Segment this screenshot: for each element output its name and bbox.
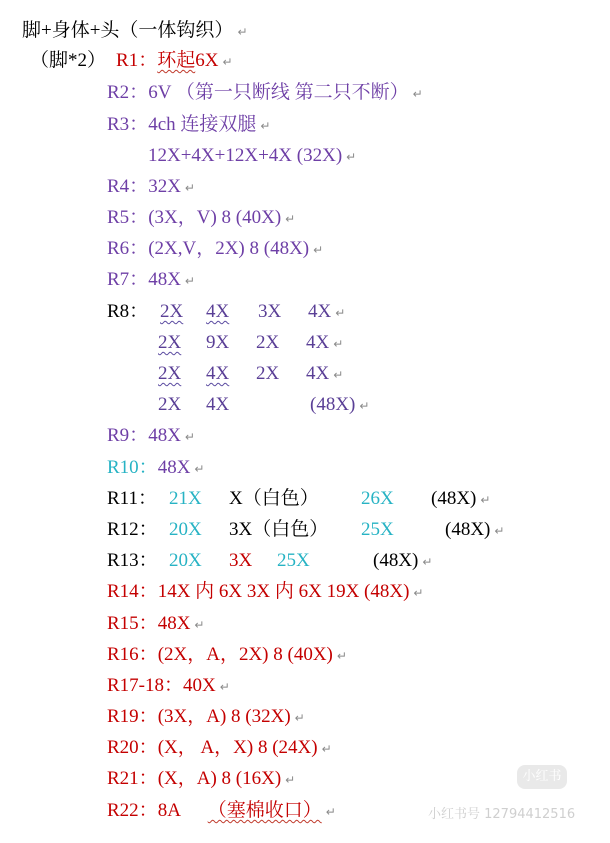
row-r4 (107, 176, 195, 199)
row-text: 2X (158, 363, 182, 384)
row-r14 (107, 581, 423, 604)
row-text: 48X (148, 425, 181, 446)
row-text: 2X (256, 332, 280, 353)
row-label: R10： (107, 457, 158, 478)
row-text: 21X (169, 488, 202, 509)
row-text: 4X (206, 301, 230, 322)
row-text: X（白色） (229, 488, 319, 509)
row-label: R1： (116, 50, 158, 71)
row-text: 4X (206, 394, 230, 415)
row-r8 (107, 301, 148, 323)
row-text: (2X，A，2X) 8 (40X) (157, 644, 333, 665)
row-text: 4X (306, 332, 330, 353)
row-r6 (107, 238, 323, 261)
row-label: R8： (107, 301, 149, 322)
row-text: 2X (160, 301, 184, 322)
return-mark-icon: ↵ (194, 617, 205, 632)
return-mark-icon: ↵ (335, 305, 346, 320)
row-text: 3X (258, 301, 282, 322)
watermark-id: 小红书号 12794412516 (428, 807, 576, 822)
watermark-logo: 小红书 (517, 765, 567, 789)
row-text: (48X) (310, 394, 356, 415)
title-line (22, 20, 248, 43)
row-r3-continued (148, 145, 356, 168)
row-r17-18 (107, 675, 230, 698)
row-label: R20： (107, 737, 158, 758)
row-text: 25X (361, 519, 394, 540)
row-label: R9： (107, 425, 149, 446)
row-text: (48X) (373, 550, 419, 571)
return-mark-icon: ↵ (333, 367, 344, 382)
row-text: 4X (306, 363, 330, 384)
return-mark-icon: ↵ (412, 86, 423, 101)
row-label: R6： (107, 238, 149, 259)
row-text: (X，A) 8 (16X) (157, 768, 282, 789)
row-label: R15： (107, 613, 158, 634)
return-mark-icon: ↵ (184, 273, 195, 288)
row-label: R5： (107, 207, 149, 228)
return-mark-icon: ↵ (346, 149, 357, 164)
row-text: 14X 内 6X 3X 内 6X 19X (48X) (157, 581, 410, 602)
row-text: 12X+4X+12X+4X (32X) (148, 145, 343, 166)
row-label: R19： (107, 706, 158, 727)
row-text: 20X (169, 550, 202, 571)
row-text: (2X,V，2X) 8 (48X) (148, 238, 310, 259)
row-label: R21： (107, 768, 158, 789)
row-text: 48X (157, 457, 191, 478)
page-title: 脚+身体+头（一体钩织） (22, 20, 234, 41)
row-r5 (107, 207, 295, 230)
row-text: 6V （第一只断线 第二只不断） (148, 82, 409, 103)
row-text: （塞棉收口） (207, 800, 322, 821)
row-text: 6X (195, 50, 219, 71)
return-mark-icon: ↵ (285, 211, 296, 226)
row-label: R14： (107, 581, 158, 602)
row-r3 (107, 114, 270, 137)
return-mark-icon: ↵ (194, 461, 205, 476)
return-mark-icon: ↵ (184, 180, 195, 195)
row-text: 32X (148, 176, 181, 197)
row-text: 26X (361, 488, 394, 509)
row-text: 48X (148, 269, 181, 290)
row-r9 (107, 425, 195, 448)
row-r21 (107, 768, 295, 791)
return-mark-icon: ↵ (313, 242, 324, 257)
row-text: 25X (277, 550, 310, 571)
row-text: (3X，A) 8 (32X) (157, 706, 291, 727)
row-r8-1 (160, 301, 345, 324)
row-text: 8A (157, 800, 181, 821)
return-mark-icon: ↵ (359, 398, 370, 413)
row-r2 (107, 82, 423, 105)
row-r13 (107, 550, 432, 573)
row-text: 9X (206, 332, 230, 353)
row-r8-3 (158, 363, 343, 386)
row-text: 2X (158, 394, 182, 415)
return-mark-icon: ↵ (321, 741, 332, 756)
row-label: R7： (107, 269, 149, 290)
return-mark-icon: ↵ (294, 710, 305, 725)
return-mark-icon: ↵ (480, 492, 491, 507)
return-mark-icon: ↵ (494, 523, 505, 538)
row-text: 4X (206, 363, 230, 384)
row-r7 (107, 269, 195, 292)
return-mark-icon: ↵ (219, 679, 230, 694)
row-label: R4： (107, 176, 149, 197)
return-mark-icon: ↵ (222, 54, 233, 69)
row-text: (3X，V) 8 (40X) (148, 207, 282, 228)
row-label: R22： (107, 800, 158, 821)
return-mark-icon: ↵ (325, 804, 336, 819)
row-text: 48X (157, 613, 191, 634)
row-r11 (107, 488, 490, 511)
row-text: 4ch 连接双腿 (148, 114, 257, 135)
row-text: 4X (308, 301, 332, 322)
row-label: R12： (107, 519, 158, 540)
row-r22 (107, 800, 336, 823)
row-text: 2X (256, 363, 280, 384)
row-text: (48X) (431, 488, 477, 509)
return-mark-icon: ↵ (333, 336, 344, 351)
row-r10 (107, 457, 204, 480)
row-text: 40X (183, 675, 216, 696)
return-mark-icon: ↵ (336, 648, 347, 663)
row-r1 (30, 50, 233, 73)
row-text: 3X (229, 550, 253, 571)
row-r20 (107, 737, 332, 760)
return-mark-icon: ↵ (260, 118, 271, 133)
return-mark-icon: ↵ (237, 24, 248, 39)
row-r8-4 (158, 394, 369, 417)
row-text: (X， A，X) 8 (24X) (157, 737, 318, 758)
row-label: R11： (107, 488, 157, 509)
return-mark-icon: ↵ (285, 772, 296, 787)
row-r15 (107, 613, 204, 636)
row-text: 2X (158, 332, 182, 353)
row-label: R3： (107, 114, 149, 135)
return-mark-icon: ↵ (422, 554, 433, 569)
legs-label: （脚*2） (30, 50, 107, 71)
row-text: (48X) (445, 519, 491, 540)
row-r12 (107, 519, 504, 542)
row-label: R16： (107, 644, 158, 665)
return-mark-icon: ↵ (413, 585, 424, 600)
row-label: R17-18： (107, 675, 184, 696)
row-r16 (107, 644, 347, 667)
row-label: R13： (107, 550, 158, 571)
row-text: 环起 (157, 50, 196, 71)
row-text: 3X（白色） (229, 519, 329, 540)
row-text: 20X (169, 519, 202, 540)
row-r8-2 (158, 332, 343, 355)
row-r19 (107, 706, 305, 729)
return-mark-icon: ↵ (184, 429, 195, 444)
row-label: R2： (107, 82, 149, 103)
